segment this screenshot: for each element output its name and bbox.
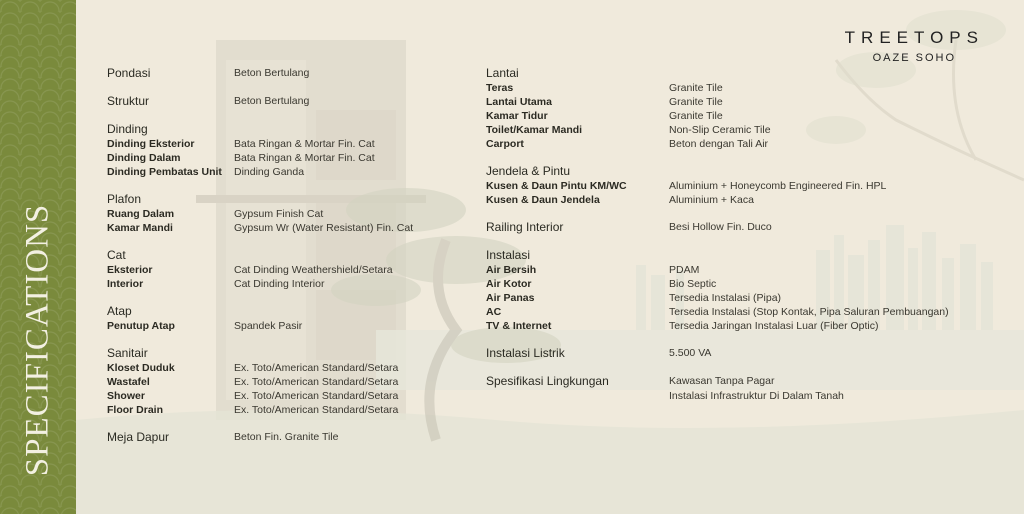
- spec-label: Penutup Atap: [107, 320, 175, 332]
- spec-label: Carport: [486, 138, 524, 150]
- section-heading-value: 5.500 VA: [669, 347, 712, 359]
- spec-label: Dinding Eksterior: [107, 138, 195, 150]
- section-heading-row: [486, 346, 986, 361]
- logo-sub-text: OAZE SOHO: [872, 52, 957, 64]
- section-heading-value: Besi Hollow Fin. Duco: [669, 221, 772, 233]
- spec-value: Cat Dinding Interior: [234, 278, 325, 290]
- section-heading: Instalasi: [486, 248, 531, 262]
- spec-section: [107, 248, 447, 291]
- spec-row: [107, 389, 447, 403]
- band-title: SPECIFICATIONS: [19, 203, 56, 477]
- spec-section: [486, 346, 986, 361]
- spec-value: Granite Tile: [669, 82, 723, 94]
- spec-value: Tersedia Instalasi (Stop Kontak, Pipa Saluran Pembuangan): [669, 306, 949, 318]
- section-heading-row: [107, 304, 447, 319]
- spec-value: Ex. Toto/American Standard/Setara: [234, 404, 399, 416]
- spec-row: [486, 291, 986, 305]
- spec-row: [486, 179, 986, 193]
- spec-row: [486, 81, 986, 95]
- left-spec-column: [107, 66, 447, 458]
- spec-row: [486, 263, 986, 277]
- section-heading: Sanitair: [107, 346, 148, 360]
- section-heading-value: Kawasan Tanpa Pagar: [669, 375, 775, 387]
- spec-section: [486, 66, 986, 151]
- spec-section: [486, 164, 986, 207]
- spec-value: Ex. Toto/American Standard/Setara: [234, 376, 399, 388]
- spec-value: Bio Septic: [669, 278, 717, 290]
- spec-section: [486, 220, 986, 235]
- spec-row: [107, 221, 447, 235]
- spec-value: Granite Tile: [669, 110, 723, 122]
- spec-row: [486, 319, 986, 333]
- spec-label: Lantai Utama: [486, 96, 552, 108]
- spec-row: [107, 277, 447, 291]
- spec-label: AC: [486, 306, 502, 318]
- spec-label: Wastafel: [107, 376, 150, 388]
- section-heading-row: [107, 94, 447, 109]
- spec-row: [486, 95, 986, 109]
- spec-label: Eksterior: [107, 264, 153, 276]
- section-heading-value: Beton Fin. Granite Tile: [234, 431, 339, 443]
- section-heading: Railing Interior: [486, 220, 564, 234]
- section-heading-row: [486, 66, 986, 81]
- section-heading: Spesifikasi Lingkungan: [486, 374, 609, 388]
- spec-row: [107, 137, 447, 151]
- brand-logo: [845, 28, 984, 64]
- spec-row: [486, 109, 986, 123]
- spec-row: [486, 389, 986, 403]
- spec-value: Non-Slip Ceramic Tile: [669, 124, 771, 136]
- spec-label: Air Kotor: [486, 278, 532, 290]
- section-heading-row: [107, 248, 447, 263]
- spec-row: [486, 193, 986, 207]
- spec-row: [107, 361, 447, 375]
- spec-section: [486, 248, 986, 333]
- section-heading-row: [107, 66, 447, 81]
- spec-row: [486, 305, 986, 319]
- spec-label: Air Panas: [486, 292, 535, 304]
- section-heading: Plafon: [107, 192, 142, 206]
- section-heading: Dinding: [107, 122, 148, 136]
- spec-section: [107, 346, 447, 417]
- spec-label: Kloset Duduk: [107, 362, 175, 374]
- spec-section: [107, 122, 447, 179]
- spec-value: Bata Ringan & Mortar Fin. Cat: [234, 138, 375, 150]
- section-heading: Lantai: [486, 66, 519, 80]
- spec-value: Cat Dinding Weathershield/Setara: [234, 264, 393, 276]
- spec-row: [107, 263, 447, 277]
- section-heading-value: Beton Bertulang: [234, 95, 310, 107]
- spec-value: Bata Ringan & Mortar Fin. Cat: [234, 152, 375, 164]
- spec-value: Gypsum Wr (Water Resistant) Fin. Cat: [234, 222, 414, 234]
- right-spec-column: [486, 66, 986, 416]
- spec-value: Instalasi Infrastruktur Di Dalam Tanah: [669, 390, 844, 402]
- spec-label: Toilet/Kamar Mandi: [486, 124, 583, 136]
- spec-row: [486, 277, 986, 291]
- spec-value: Aluminium + Honeycomb Engineered Fin. HPL: [669, 180, 887, 192]
- logo-main-text: TREETOPS: [844, 28, 984, 47]
- spec-label: TV & Internet: [486, 320, 552, 332]
- spec-value: PDAM: [669, 264, 700, 276]
- spec-value: Ex. Toto/American Standard/Setara: [234, 362, 399, 374]
- spec-label: Dinding Dalam: [107, 152, 181, 164]
- section-heading: Instalasi Listrik: [486, 346, 565, 360]
- spec-label: Kamar Tidur: [486, 110, 548, 122]
- spec-row: [107, 165, 447, 179]
- section-heading-value: Beton Bertulang: [234, 67, 310, 79]
- spec-row: [107, 319, 447, 333]
- spec-label: Air Bersih: [486, 264, 537, 276]
- section-heading: Cat: [107, 248, 126, 262]
- section-heading-row: [107, 346, 447, 361]
- section-heading: Jendela & Pintu: [486, 164, 571, 178]
- spec-row: [107, 375, 447, 389]
- section-heading: Pondasi: [107, 66, 151, 80]
- spec-row: [107, 207, 447, 221]
- spec-value: Aluminium + Kaca: [669, 194, 754, 206]
- side-band: [0, 0, 76, 514]
- spec-label: Teras: [486, 82, 514, 94]
- spec-label: Kusen & Daun Jendela: [486, 194, 600, 206]
- spec-value: Granite Tile: [669, 96, 723, 108]
- spec-value: Ex. Toto/American Standard/Setara: [234, 390, 399, 402]
- spec-label: Interior: [107, 278, 144, 290]
- spec-label: Kamar Mandi: [107, 222, 173, 234]
- section-heading-row: [486, 220, 986, 235]
- section-heading-row: [107, 122, 447, 137]
- section-heading-row: [486, 374, 986, 389]
- section-heading-row: [486, 164, 986, 179]
- spec-value: Gypsum Finish Cat: [234, 208, 324, 220]
- spec-section: [107, 192, 447, 235]
- section-heading-row: [107, 192, 447, 207]
- section-heading: Atap: [107, 304, 132, 318]
- spec-label: [486, 389, 669, 403]
- spec-section: [107, 304, 447, 333]
- spec-value: Beton dengan Tali Air: [669, 138, 769, 150]
- spec-label: Dinding Pembatas Unit: [107, 166, 222, 178]
- spec-label: Shower: [107, 390, 145, 402]
- spec-value: Spandek Pasir: [234, 320, 303, 332]
- spec-value: Tersedia Jaringan Instalasi Luar (Fiber Optic): [669, 320, 879, 332]
- spec-section: [107, 430, 447, 445]
- spec-label: Floor Drain: [107, 404, 164, 416]
- spec-section: [107, 66, 447, 81]
- spec-value: Dinding Ganda: [234, 166, 305, 178]
- spec-label: Ruang Dalam: [107, 208, 175, 220]
- spec-section: [486, 374, 986, 403]
- spec-row: [486, 137, 986, 151]
- spec-row: [486, 123, 986, 137]
- spec-section: [107, 94, 447, 109]
- section-heading-row: [107, 430, 447, 445]
- section-heading-row: [486, 248, 986, 263]
- spec-row: [107, 403, 447, 417]
- section-heading: Struktur: [107, 94, 150, 108]
- section-heading: Meja Dapur: [107, 430, 170, 444]
- spec-row: [107, 151, 447, 165]
- spec-value: Tersedia Instalasi (Pipa): [669, 292, 782, 304]
- spec-label: Kusen & Daun Pintu KM/WC: [486, 180, 627, 192]
